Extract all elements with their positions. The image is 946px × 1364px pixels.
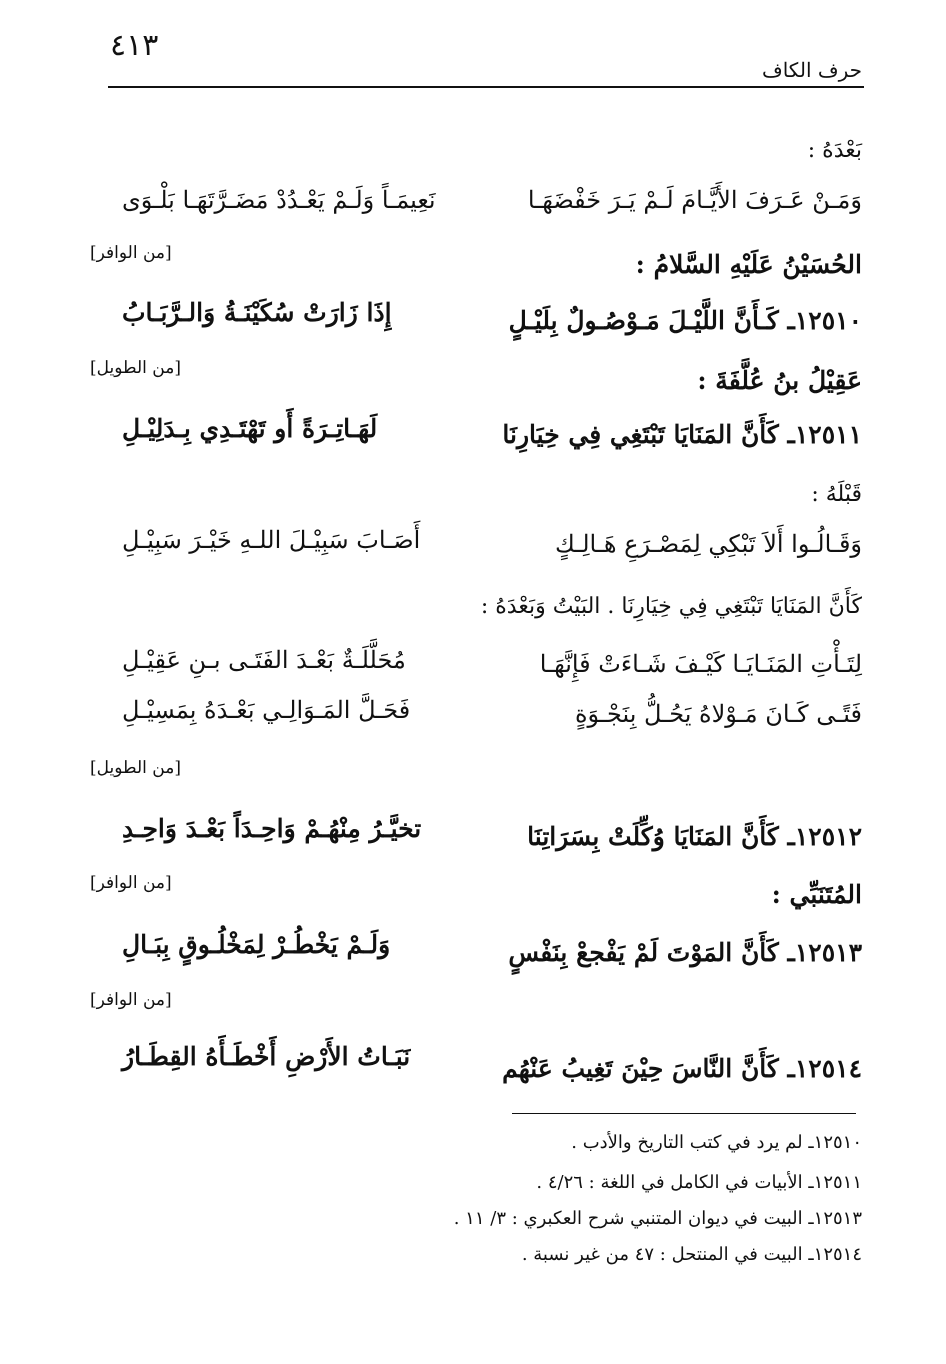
meter-label: [من الطويل]	[90, 358, 181, 378]
verse-first-hemistich: وَقَـالُـوا أَلاَ تَبْكِي لِمَصْـرَعِ هَـالِـكٍ	[554, 530, 862, 558]
prose-line: كَأَنَّ المَنَايَا تَبْتَغِي فِي خِيَارِنَا . البَيْتُ وَبَعْدَهُ :	[480, 594, 862, 619]
footnote-rule	[512, 1113, 856, 1114]
verse-second-hemistich: تخيَّـرُ مِنْهُـمْ وَاحِـدَاً بَعْـدَ وَاحِـدِ	[122, 814, 422, 843]
poet-name: الحُسَيْنُ عَلَيْهِ السَّلامُ :	[635, 250, 862, 279]
verse-second-hemistich: نَبَـاتُ الأَرْضِ أَخْطَـأَهُ القِطَـارُ	[122, 1042, 411, 1071]
verse-second-hemistich: وَلَـمْ يَخْطُـرْ لِمَخْلُـوقٍ بِبَـالِ	[122, 930, 391, 959]
verse-second-hemistich: لَهَـاتِـرَةً أَو تَهْتَـدِي بِـدَلِيْـلِ	[122, 414, 378, 443]
meter-label: [من الوافر]	[90, 873, 172, 893]
verse-first-hemistich: ١٢٥١٤ـ كَأَنَّ النَّاسَ حِيْنَ تَغِيبُ عَنْهُم	[502, 1054, 862, 1083]
verse-first-hemistich: وَمَـنْ عَـرَفَ الأَيَّـامَ لَـمْ يَـرَ خَفْضَهَـا	[527, 186, 862, 214]
verse-first-hemistich: ١٢٥١٣ـ كَأَنَّ المَوْتَ لَمْ يَفْجعْ بِنَفْسٍ	[508, 938, 862, 967]
page-number: ٤١٣	[110, 28, 159, 63]
poet-name: المُتَنَبِّي :	[771, 880, 862, 909]
verse-second-hemistich: مُحَلَّلَـةٌ بَعْـدَ الفَتَـى بـنِ عَقِيْـلِ	[122, 646, 406, 674]
meter-label: [من الوافر]	[90, 243, 172, 263]
verse-second-hemistich: فَحَـلَّ المَـوَالِـي بَعْـدَهُ بِمَسِيْـلِ	[122, 696, 411, 724]
footnote: ١٢٥١٣ـ البيت في ديوان المتنبي شرح العكبري : ٣/ ١١ .	[453, 1208, 862, 1229]
verse-second-hemistich: أَصَـابَ سَبِيْـلَ اللـهِ خَيْـرَ سَبِيْـلِ	[122, 526, 421, 554]
poet-name: عَقِيْلُ بنُ عُلَّفَةَ :	[697, 366, 862, 395]
meter-label: [من الوافر]	[90, 990, 172, 1010]
verse-first-hemistich: ١٢٥١٠ـ كَـأَنَّ اللَّيْـلَ مَـوْصُـولٌ بِلَيْـلٍ	[508, 306, 862, 335]
verse-first-hemistich: فَتًـى كَـانَ مَـوْلاهُ يَحُـلُّ بِنَجْـوَةٍ	[574, 700, 862, 728]
verse-first-hemistich: ١٢٥١٢ـ كَأَنَّ المَنَايَا وُكِّلَتْ بِسَرَاتِنَا	[527, 822, 862, 851]
footnote: ١٢٥١١ـ الأبيات في الكامل في اللغة : ٤/٢٦ .	[536, 1172, 862, 1193]
running-head: حرف الكاف	[761, 58, 862, 82]
label-before: قَبْلَهُ :	[811, 482, 862, 507]
verse-second-hemistich: نَعِيمَـاً وَلَـمْ يَعْـدُدْ مَضَـرَّتَهَـا بَلْـوَى	[122, 186, 436, 214]
header-rule	[108, 86, 864, 88]
footnote: ١٢٥١٠ـ لم يرد في كتب التاريخ والأدب .	[571, 1132, 862, 1153]
footnote: ١٢٥١٤ـ البيت في المنتحل : ٤٧ من غير نسبة .	[521, 1244, 862, 1265]
verse-first-hemistich: لِتَـأْتِ المَنَـايَـا كَيْـفَ شَـاءَتْ فَإِنَّهَـا	[539, 650, 862, 678]
verse-second-hemistich: إِذَا زَارَتْ سُكَيْنَـةُ وَالـرَّبَـابُ	[122, 298, 392, 327]
label-after: بَعْدَهُ :	[807, 138, 862, 163]
meter-label: [من الطويل]	[90, 758, 181, 778]
verse-first-hemistich: ١٢٥١١ـ كَأَنَّ المَنَايَا تَبْتَغِي فِي خِيَارِنَا	[502, 420, 862, 449]
